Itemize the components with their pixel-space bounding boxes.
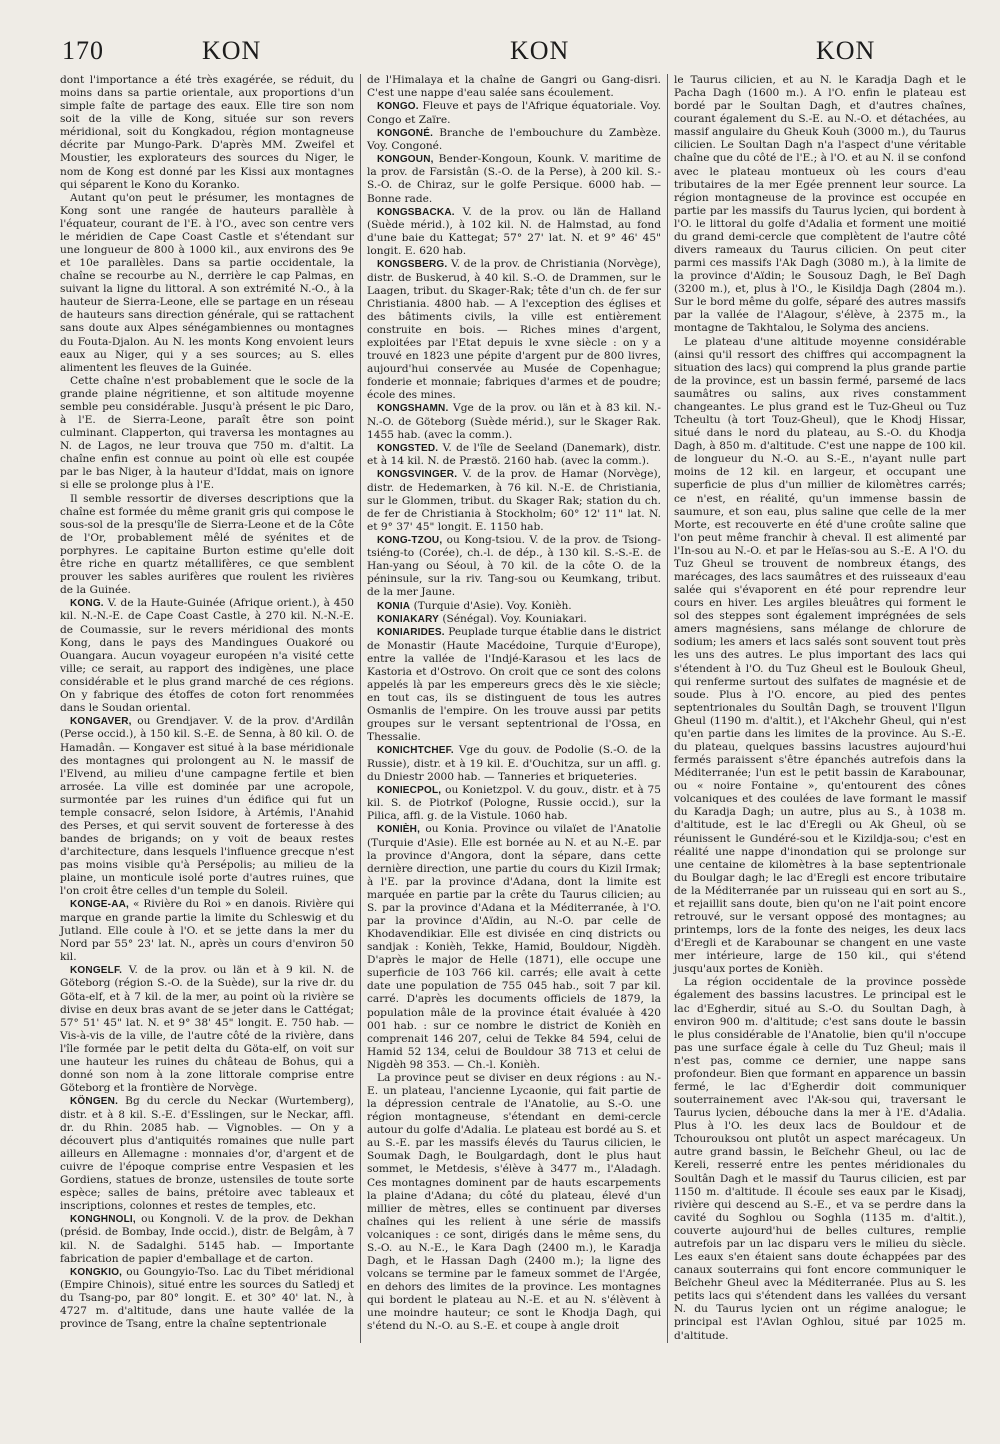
column-right: [668, 74, 972, 1343]
entry-headword: KONGOUN,: [377, 154, 434, 165]
entry-text: « Rivière du Roi » en danois. Rivière qui marque en grande partie la limite du Schleswig et du Jutland. Elle coule à l'O. et se jette dans la mer du Nord par 55° 23' lat. N., après un cours d'environ 50 kil.: [60, 898, 354, 964]
dictionary-entry: [60, 1213, 354, 1266]
dictionary-entry: [367, 613, 661, 626]
dictionary-entry: [367, 823, 661, 1072]
entry-text: ou Konietzpol. V. du gouv., distr. et à 75 kil. S. de Piotrkof (Pologne, Russie occid.), sur la Pilica, affl. g. de la Vistule. 1060 hab.: [367, 783, 661, 823]
entry-headword: KONGSTED.: [377, 442, 439, 454]
running-headword-left: KON: [202, 36, 262, 65]
entry-text: (Sénégal). Voy. Kouniakari.: [439, 612, 587, 625]
entry-headword: KONGE-AA,: [70, 899, 130, 911]
paragraph: Il semble ressortir de diverses descriptions que la chaîne est formée du même granit gris qui compose le sous-sol de la presqu'île de Sierra-Leone et de la Côte de l'Or, probablement mêlé de syénites et de porphyres. Le capitaine Burton estime qu'elle doit être riche en quartz métallifères, ce que semblent prouver les sables aurifères que roulent les rivières de la Guinée.: [60, 492, 354, 597]
paragraph: dont l'importance a été très exagérée, se réduit, du moins dans sa partie orientale, aux proportions d'un simple faîte de partage des eaux. Elle tire son nom soit de la ville de Kong, située sur son revers méridional, soit du Kongkadou, région montagneuse décrite par Mungo-Park. D'après MM. Zweifel et Moustier, les explorateurs des sources du Niger, le nom de Kong est donné par les Kissi aux montagnes qui séparent le Kono du Koranko.: [60, 74, 354, 191]
entry-text: V. de la prov. de Hamar (Norvège), distr. de Hedemarken, à 76 kil. N.-E. de Christiania, sur le Glommen, tribut. du Skager Rak; station du ch. de fer de Christiania à Stockholm; 60° 12' 11" lat. N. et 9° 37' 45" longit. E. 1150 hab.: [367, 468, 661, 533]
entry-headword: KONICHTCHEF.: [377, 745, 454, 757]
entry-headword: KONGO.: [377, 101, 419, 113]
column-center: [360, 74, 668, 1343]
dictionary-entry: [367, 468, 661, 534]
entry-headword: KÖNGEN.: [70, 1096, 119, 1108]
dictionary-entry: [60, 964, 354, 1095]
column-left: [54, 74, 360, 1343]
entry-headword: KONIECPOL,: [377, 784, 442, 796]
entry-text: ou Konia. Province ou vilaïet de l'Anatolie (Turquie d'Asie). Elle est bornée au N. et au N.-E. par la province d'Angora, dont la sépare, dans cette dernière direction, une partie du cours du Kizil Irmak; à l'E. par la province d'Adana, dont la limite est marquée en partie par la crête du Taurus cilicien; au S. par la province d'Adana et la Méditerranée, à l'O. par la province d'Aïdin, au N.-O. par celle de Khodavendikiar. Elle est divisée en cinq districts ou sandjak : Konièh, Tekke, Hamid, Bouldour, Nigdèh. D'après le major de Helle (1871), elle occupe une superficie de 103 766 kil. carrés; elle avait à cette date une population de 755 045 hab., soit 7 par kil. carré. D'après les documents officiels de 1879, la population mâle de la province était évaluée à 420 001 hab. : sur ce nombre le district de Konièh en comprenait 146 207, celui de Tekke 84 594, celui de Hamid 52 134, celui de Bouldour 38 713 et celui de Nigdèh 98 353. — Ch.-l. Konièh.: [367, 823, 661, 1071]
entry-headword: KONGKIO,: [70, 1266, 123, 1278]
dictionary-entry: [60, 715, 354, 898]
entry-text: ou Grendjaver. V. de la prov. d'Ardilân (Perse occid.), à 150 kil. S.-E. de Senna, à 80 kil. O. de Hamadân. — Kongaver est situé à la base méridionale des montagnes qui prolongent au N. le massif de l'Elvend, au milieu d'une campagne fertile et bien arrosée. La ville est dominée par une acropole, surmontée par les ruines d'un édifice qui fut un temple consacré, selon Isidore, à Artémis, l'Anahid des Perses, et qui servit souvent de forteresse à des bandes de brigands; on y voit de beaux restes d'architecture, dans lesquels l'influence grecque n'est pas moins visible qu'à Persépolis; au milieu de la plaine, un monticule isolé porte d'autres ruines, que l'on croit être celles d'un temple du Soleil.: [60, 715, 354, 898]
dictionary-entry: [367, 127, 661, 153]
entry-text: ou Kongnoli. V. de la prov. de Dekhan (présid. de Bombay, Inde occid.), distr. de Belgâm, à 7 kil. N. de Sadalghi. 5145 hab. — Importante fabrication de papier d'emballage et de carton.: [60, 1213, 354, 1265]
entry-text: (Turquie d'Asie). Voy. Konièh.: [410, 599, 572, 612]
entry-text: Branche de l'embouchure du Zambèze. Voy. Congoné.: [367, 126, 661, 152]
entry-headword: KONIÈH,: [377, 824, 421, 836]
entry-headword: KONG-TZOU,: [377, 534, 443, 546]
entry-headword: KONIA: [377, 600, 411, 612]
dictionary-entry: [367, 600, 661, 613]
paragraph: La région occidentale de la province possède également des bassins lacustres. Le principal est le lac d'Egherdir, situé au S.-O. du Soultan Dagh, à environ 900 m. d'altitude; c'est sans doute le bassin le plus considérable de l'Anatolie, bien qu'il n'occupe pas une surface égale à celle du Tuz Gheul; mais il n'est pas, comme ce dernier, une nappe sans profondeur. Bien que formant en apparence un bassin fermé, le lac d'Egherdir doit communiquer souterrainement avec l'Ak-sou qui, traversant le Taurus lycien, débouche dans la mer à l'E. d'Adalia. Plus à l'O. les deux lacs de Bouldour et de Tchourouksou ont plutôt un aspect marécageux. Un autre grand bassin, le Beïchehr Gheul, ou lac de Kereli, resserré entre les pentes méridionales du Soultân Dagh et le massif du Taurus cilicien, est par 1150 m. d'altitude. Il écoule ses eaux par le Kisadj, rivière qui descend au S.-E., et va se perdre dans la cavité du Soghlou ou Soghla (1135 m. d'altit.), couverte aujourd'hui de belles cultures, remplie autrefois par un lac disparu vers le milieu du siècle. Les eaux s'en étaient sans doute échappées par des canaux souterrains qui font encore communiquer le Beïchehr Gheul avec la Méditerranée. Plus au S. les petits lacs qui s'étendent dans les vallées du versant N. du Taurus lycien ont un régime analogue; le principal est l'Avlan Oghlou, situé par 1025 m. d'altitude.: [674, 976, 966, 1342]
entry-headword: KONGSVINGER.: [377, 469, 458, 481]
entry-text: Fleuve et pays de l'Afrique équatoriale. Voy. Congo et Zaïre.: [367, 100, 661, 126]
entry-headword: KONGSBACKA.: [377, 206, 455, 218]
entry-headword: KONGSHAMN.: [377, 403, 449, 415]
entry-headword: KONGHNOLI,: [70, 1214, 136, 1226]
paragraph: Autant qu'on peut le présumer, les montagnes de Kong sont une rangée de hauteurs parallèle à l'équateur, courant de l'E. à l'O., avec son centre vers le méridien de Cape Coast Castle et s'étendant sur une longueur de 800 à 1000 kil., aux environs des 9e et 10e parallèles. Dans sa partie occidentale, la chaîne se recourbe au N., derrière le cap Palmas, en suivant la ligne du littoral. A son extrémité N.-O., à la hauteur de Sierra-Leone, elle se partage en un réseau de hauteurs sans direction générale, qui se rattachent sans doute aux Alpes sénégambiennes ou montagnes du Fouta-Djalon. Au N. les monts Kong envoient leurs eaux au Niger, qui y a ses sources; au S. elles alimentent les fleuves de la Guinée.: [60, 191, 354, 374]
entry-text: Vge de la prov. ou län et à 83 kil. N.-N.-O. de Göteborg (Suède mérid.), sur le Skager Rak. 1455 hab. (avec la comm.).: [367, 402, 661, 441]
paragraph: de l'Himalaya et la chaîne de Gangri ou Gang-disri. C'est une nappe d'eau salée sans écoulement.: [367, 74, 661, 100]
entry-text: V. de la prov. ou län de Halland (Suède mérid.), à 102 kil. N. de Halmstad, au fond d'une baie du Kattegat; 57° 27' lat. N. et 9° 46' 45" longit. E. 620 hab.: [367, 205, 661, 258]
entry-headword: KONGSBERG.: [377, 259, 448, 271]
dictionary-entry: [367, 784, 661, 824]
entry-text: V. de l'île de Seeland (Danemark), distr. et à 14 kil. N. de Præstö. 2160 hab. (avec la comm.).: [367, 441, 661, 468]
entry-text: Bender-Kongoun, Kounk. V. maritime de la prov. de Farsistân (S.-O. de la Perse), à 200 kil. S.-S.-O. de Chiraz, sur le golfe Persique. 6000 hab. — Bonne rade.: [367, 153, 661, 205]
entry-headword: KONGONÉ.: [377, 127, 434, 139]
paragraph: La province peut se diviser en deux régions : au N.-E. un plateau, l'ancienne Lycaonie, qui fait partie de la dépression centrale de l'Anatolie, au S.-O. une région montagneuse, s'étendant en demi-cercle autour du golfe d'Adalia. Le plateau est bordé au S. et au S.-E. par les massifs élevés du Taurus cilicien, le Soumak Dagh, le Boulgardagh, dont le plus haut sommet, le Metdesis, s'élève à 3477 m., l'Aladagh. Ces montagnes dominent par de hauts escarpements la plaine d'Adana; du côté du plateau, élevé d'un millier de mètres, elles se continuent par diverses chaînes qui les relient à une série de massifs volcaniques : ce sont, dirigés dans le même sens, du S.-O. au N.-E., le Kara Dagh (2400 m.), le Karadja Dagh, et le Hassan Dagh (2400 m.); la ligne des volcans se termine par le fameux sommet de l'Argée, en dehors des limites de la province. Les montagnes qui bordent le plateau au N.-E. et au N. s'élèvent à une moindre hauteur; ce sont le Khodja Dagh, qui s'étend du N.-O. au S.-E. et coupe à angle droit: [367, 1071, 661, 1333]
paragraph: Cette chaîne n'est probablement que le socle de la grande plaine négritienne, et son altitude moyenne semble peu considérable. Jusqu'à présent le pic Daro, à l'E. de Sierra-Leone, paraît être son point culminant. Clapperton, qui traversa les montagnes au N. de Lagos, ne leur trouva que 750 m. d'altit. La chaîne enfin est connue au point où elle est coupée par le bas Niger, à la hauteur d'Iddat, mais on ignore si elle se prolonge plus à l'E.: [60, 374, 354, 492]
entry-text: V. de la prov. de Christiania (Norvège), distr. de Buskerud, à 40 kil. S.-O. de Drammen, sur le Laagen, tribut. du Skager-Rak; tête d'un ch. de fer sur Christiania. 4800 hab. — A l'exception des églises et des bâtiments civils, la ville est entièrement construite en bois. — Riches mines d'argent, exploitées par l'Etat depuis le xvne siècle : on y a trouvé en 1823 une pépite d'argent pur de 800 livres, aujourd'hui conservée au Musée de Copenhague; fonderie et monnaie; fabriques d'armes et de poudre; école des mines.: [367, 258, 661, 402]
entry-headword: KONGELF.: [70, 965, 123, 977]
dictionary-entry: [367, 258, 661, 402]
dictionary-entry: [60, 1266, 354, 1332]
entry-headword: KONGAVER,: [70, 716, 132, 728]
dictionary-entry: [60, 597, 354, 715]
entry-text: V. de la Haute-Guinée (Afrique orient.), à 450 kil. N.-N.-E. de Cape Coast Castle, à 270 kil. N.-N.-E. de Coumassie, sur le revers méridional des monts Kong, dans le pays des Mandingues Ouakoré ou Ouangara. Aucun voyageur européen n'a visité cette ville; ce serait, au rapport des indigènes, une place considérable et le plus grand marché de ces régions. On y fabrique des étoffes de coton fort renommées dans le Soudan oriental.: [60, 597, 354, 715]
dictionary-entry: [60, 1095, 354, 1213]
entry-headword: KONIAKARY: [377, 613, 439, 625]
page-header: [52, 36, 978, 72]
page-number: 170: [62, 36, 104, 65]
paragraph: le Taurus cilicien, et au N. le Karadja Dagh et le Pacha Dagh (1600 m.). A l'O. enfin le plateau est bordé par le Soultan Dagh, et d'autres chaînes, courant également du S.-E. au N.-O. et détachées, au massif angulaire du Gheuk Kouh (3000 m.), du Taurus cilicien. Le Soultan Dagh n'a l'aspect d'une véritable chaîne que du côté de l'E.; à l'O. et au N. il se confond avec le plateau montueux où les cours d'eau tributaires de la mer Egée prennent leur source. La région montagneuse de la province est occupée en partie par les massifs du Taurus lycien, qui bordent à l'O. le littoral du golfe d'Adalia et forment une moitié du grand demi-cercle que complètent de l'autre côté divers rameaux du Taurus cilicien. On peut citer parmi ces massifs l'Ak Dagh (3080 m.), à la limite de la province d'Aïdin; le Sousouz Dagh, le Beï Dagh (3200 m.), et, plus à l'O., le Kisildja Dagh (2804 m.). Sur le bord même du golfe, séparé des autres massifs par la vallée de l'Alagour, s'élève, à 2375 m., la montagne de Takhtalou, le Solyma des anciens.: [674, 74, 966, 335]
entry-text: V. de la prov. ou län et à 9 kil. N. de Göteborg (région S.-O. de la Suède), sur la rive dr. du Göta-elf, et à 7 kil. de la mer, au point où la rivière se divise en deux bras avant de se jeter dans le Cattégat; 57° 51' 45" lat. N. et 9° 38' 45" longit. E. 750 hab. — Vis-à-vis de la ville, de l'autre côté de la rivière, dans l'île formée par le petit delta du Göta-elf, on voit sur une hauteur les ruines du château de Bohus, qui a donné son nom à la zone littorale comprise entre Göteborg et la frontière de Norvège.: [60, 964, 354, 1095]
text-columns: [54, 74, 978, 1343]
dictionary-entry: [367, 626, 661, 744]
running-headword-right: KON: [816, 36, 876, 65]
entry-headword: KONIARIDES.: [377, 627, 445, 639]
dictionary-entry: [60, 898, 354, 964]
dictionary-entry: [367, 534, 661, 600]
dictionary-entry: [367, 100, 661, 126]
entry-text: Bg du cercle du Neckar (Wurtemberg), distr. et à 8 kil. S.-E. d'Esslingen, sur le Neckar, affl. dr. du Rhin. 2085 hab. — Vignobles. — On y a découvert plus d'antiquités romaines que nulle part ailleurs en Allemagne : monnaies d'or, d'argent et de cuivre de l'époque comprise entre Vespasien et les Gordiens, statues de bronze, ustensiles de toute sorte espèce; salles de bains, prétoire avec tableaux et inscriptions, colonnes et restes de temples, etc.: [60, 1095, 354, 1213]
dictionary-entry: [367, 206, 661, 259]
paragraph: Le plateau d'une altitude moyenne considérable (ainsi qu'il ressort des chiffres qui accompagnent la situation des lacs) qui comprend la plus grande partie de la province, est un bassin fermé, parsemé de lacs saumâtres ou salins, aux rives constamment changeantes. Le plus grand est le Tuz-Gheul ou Tuz Tcheultu (à tort Touz-Gheul), que le Khodj Hissar, situé dans le nord du plateau, au S.-O. du Khodja Dagh, à 850 m. d'altitude. C'est une nappe de 100 kil. de longueur du N.-O. au S.-E., n'ayant nulle part moins de 12 kil. en largeur, et occupant une superficie de plus d'un millier de kilomètres carrés; ce n'est, en réalité, qu'un immense bassin de saumure, et son eau, plus saline que celle de la mer Morte, est recouverte en été d'une croûte saline que l'on peut même franchir à cheval. Il est alimenté par l'In-sou au N.-O. et par le Heïas-sou au S.-E. A l'O. du Tuz Gheul se trouvent de nombreux étangs, des marécages, des lacs saumâtres et des ruisseaux d'eau salée qui s'évaporent en été pour reprendre leur cours en hiver. Les argiles bleuâtres qui forment le sol des steppes sont également imprégnées de sels amers magnésiens, sans mélange de chlorure de sodium; les amers et lacs salés sont souvent tout près les uns des autres. Le plus important des lacs qui s'étendent à l'O. du Tuz Gheul est le Boulouk Gheul, qui renferme surtout des sulfates de magnésie et de soude. Plus à l'O. encore, au pied des pentes septentrionales du Soultân Dagh, se trouvent l'Ilgun Gheul (1190 m. d'altit.), et l'Akchehr Gheul, qui n'est qu'en partie dans les limites de la province. Au S.-E. du plateau, quelques bassins lacustres aujourd'hui fermés paraissent s'être épanchés autrefois dans la Méditerranée; l'un est le petit bassin de Karabounar, ou « noire Fontaine », qu'entourent des cônes volcaniques et des coulées de lave formant le massif du Karadja Dagh; un autre, plus au S., à 1038 m. d'altitude, est le lac d'Eregli ou Ak Gheul, où se réunissent le Gundéré-sou et le Kizildja-sou; c'est en réalité une nappe d'inondation qui se prolonge sur une centaine de kilomètres à la base septentrionale du Boulgar dagh; le lac d'Eregli est encore tributaire de la Méditerranée par un ruisseau qui en sort au S., et rejaillit sans doute, bien qu'on ne l'ait point encore retrouvé, sur le versant opposé des montagnes; au printemps, lors de la fonte des neiges, les deux lacs d'Eregli et de Karabounar se changent en une vaste mer intérieure, large de 150 kil., qui s'étend jusqu'aux portes de Konièh.: [674, 335, 966, 976]
entry-headword: KONG.: [70, 598, 104, 610]
entry-text: ou Kong-tsiou. V. de la prov. de Tsiong-tsiéng-to (Corée), ch.-l. de dép., à 130 kil. S.-S.-E. de Han-yang ou Séoul, à 70 kil. de la côte O. de la péninsule, sur la riv. Tang-sou ou Keumkang, tribut. de la mer Jaune.: [367, 533, 661, 599]
dictionary-entry: [367, 402, 661, 442]
entry-text: Vge du gouv. de Podolie (S.-O. de la Russie), distr. et à 19 kil. E. d'Ouchitza, sur un affl. g. du Dniestr 2000 hab. — Tanneries et briqueteries.: [367, 744, 661, 783]
dictionary-entry: [367, 153, 661, 206]
entry-text: ou Goungyio-Tso. Lac du Tibet méridional (Empire Chinois), situé entre les sources du Satledj et du Tsang-po, par 80° longit. E. et 30° 40' lat. N., à 4727 m. d'altitude, dans une haute vallée de la province de Tsang, entre la chaîne septentrionale: [60, 1265, 354, 1331]
entry-text: Peuplade turque établie dans le district de Monastir (Haute Macédoine, Turquie d'Europe), entre la vallée de l'Indjé-Karasou et les lacs de Kastoria et d'Ostrovo. On croit que ce sont des colons appelés là par les empereurs grecs dès le xie siècle; en tout cas, ils se distinguent de tous les autres Osmanlis de l'empire. On les trouve aussi par petits groupes sur le versant septentrional de l'Ossa, en Thessalie.: [367, 626, 661, 744]
dictionary-entry: [367, 744, 661, 784]
running-headword-center: KON: [510, 36, 570, 65]
dictionary-entry: [367, 442, 661, 468]
